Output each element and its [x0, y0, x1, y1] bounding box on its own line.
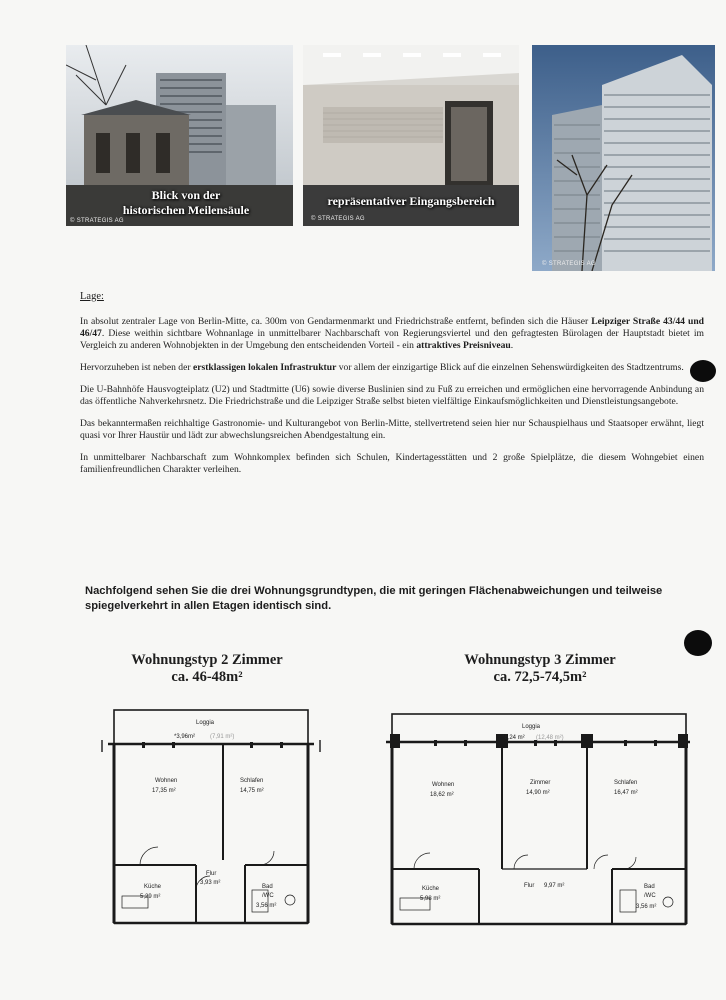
photo-hochhaus — [532, 45, 715, 271]
plan2-flur-label: Flur — [206, 871, 217, 877]
plan2-schlafen-area: 14,75 m² — [240, 788, 264, 794]
plan2-title-line2: ca. 46-48m² — [171, 669, 243, 685]
photo1-watermark: © STRATEGIS AG — [70, 218, 124, 224]
plan2-kueche-area: 5,29 m² — [140, 894, 161, 900]
plan3-bad-label: Bad — [644, 884, 655, 890]
scan-mark — [684, 630, 712, 656]
scan-mark — [690, 360, 716, 382]
plan2-bad-area: 3,56 m² — [256, 903, 277, 909]
plan3-title — [420, 652, 660, 686]
lage-paragraph-3: Die U-Bahnhöfe Hausvogteiplatz (U2) und Stadtmitte (U6) sowie diverse Buslinien sind zu Fuß zu erreichen und ermöglichen eine hervorragende Anbindung an das öffentliche Nahverkehrsnetz. Die Friedrichstraße und die Leipziger Straße selbst bieten vielfältige Einkaufsmöglichkeiten und Dienstleistungsangebote. — [80, 384, 704, 407]
photo1-caption-line1: Blick von der — [151, 188, 221, 202]
plan3-wohnen-label: Wohnen — [432, 782, 455, 788]
plan3-bad-wc: /WC — [644, 893, 656, 899]
plan3-loggia-label: Loggia — [522, 724, 541, 730]
plan2-kueche-label: Küche — [144, 884, 162, 890]
lage-paragraph-1: In absolut zentraler Lage von Berlin-Mitte, ca. 300m von Gendarmenmarkt und Friedrichstraße entfernt, befinden sich die Häuser Leipziger Straße 43/44 und 46/47. Diese weithin sichtbare Wohnanlage in unmittelbarer Nachbarschaft von Regierungsviertel und den gefragtesten Bürolagen der Hauptstadt bietet im Vergleich zu anderen Wohnobjekten in der Umgebung den entscheidenden Vorteil - ein attraktives Preisniveau. — [80, 316, 704, 351]
plan3-flur-label: Flur — [524, 883, 535, 889]
plan2-wohnen-area: 17,35 m² — [152, 788, 176, 794]
photo-eingangsbereich — [303, 45, 519, 226]
plan2-bad-wc: /WC — [262, 893, 274, 899]
floorplan-3-zimmer — [384, 704, 694, 934]
plan3-zimmer-label: Zimmer — [530, 780, 551, 786]
plan2-title — [100, 652, 314, 686]
plan3-schlafen-label: Schlafen — [614, 780, 638, 786]
plan2-loggia-area-alt: (7,91 m²) — [210, 734, 235, 740]
plan2-title-line1: Wohnungstyp 2 Zimmer — [131, 652, 283, 668]
photo-meilensaeule — [66, 45, 293, 226]
grundtypen-intro: Nachfolgend sehen Sie die drei Wohnungsgrundtypen, die mit geringen Flächenabweichungen und teilweise spiegelverkehrt in allen Etagen identisch sind. — [85, 585, 663, 612]
plan2-loggia-area: *3,96m² — [174, 734, 196, 740]
plan2-flur-area: 3,93 m² — [200, 880, 221, 886]
plan3-flur-area: 9,97 m² — [544, 883, 565, 889]
plan2-wohnen-label: Wohnen — [155, 778, 178, 784]
lage-paragraph-2: Hervorzuheben ist neben der erstklassigen lokalen Infrastruktur vor allem der einzigartige Blick auf die einzelnen Sehenswürdigkeiten des Stadtzentrums. — [80, 362, 684, 373]
lage-text — [80, 316, 704, 486]
plan3-bad-area: 3,56 m² — [636, 904, 657, 910]
plan3-title-line1: Wohnungstyp 3 Zimmer — [464, 652, 616, 668]
plan3-wohnen-area: 18,62 m² — [430, 792, 454, 798]
plan3-loggia-area: *6,24 m² — [502, 735, 525, 741]
plan3-kueche-area: 5,98 m² — [420, 896, 441, 902]
plan2-loggia-label: Loggia — [196, 720, 215, 726]
plan3-zimmer-area: 14,90 m² — [526, 790, 550, 796]
plan3-schlafen-area: 16,47 m² — [614, 790, 638, 796]
photo3-watermark: © STRATEGIS AG — [542, 261, 596, 267]
photo1-caption-line2: historischen Meilensäule — [122, 203, 250, 217]
floorplan-2-zimmer — [100, 700, 322, 932]
plan2-bad-label: Bad — [262, 884, 273, 890]
plan3-loggia-area-alt: (12,48 m²) — [536, 735, 564, 741]
photo2-watermark: © STRATEGIS AG — [311, 216, 365, 222]
plan3-kueche-label: Küche — [422, 886, 440, 892]
photo2-caption: repräsentativer Eingangsbereich — [327, 194, 495, 208]
lage-heading: Lage: — [80, 291, 104, 302]
plan2-schlafen-label: Schlafen — [240, 778, 264, 784]
plan3-title-line2: ca. 72,5-74,5m² — [493, 669, 587, 685]
lage-paragraph-5: In unmittelbarer Nachbarschaft zum Wohnkomplex befinden sich Schulen, Kindertagesstätten und 2 große Spielplätze, die diesem Wohngebiet einen familienfreundlichen Charakter verleihen. — [80, 452, 704, 475]
lage-paragraph-4: Das bekanntermaßen reichhaltige Gastronomie- und Kulturangebot von Berlin-Mitte, stellvertretend seien hier nur Schauspielhaus und Staatsoper erwähnt, liegt quasi vor Ihrer Haustür und lädt zur abwechslungsreichen Abendgestaltung ein. — [80, 418, 704, 441]
